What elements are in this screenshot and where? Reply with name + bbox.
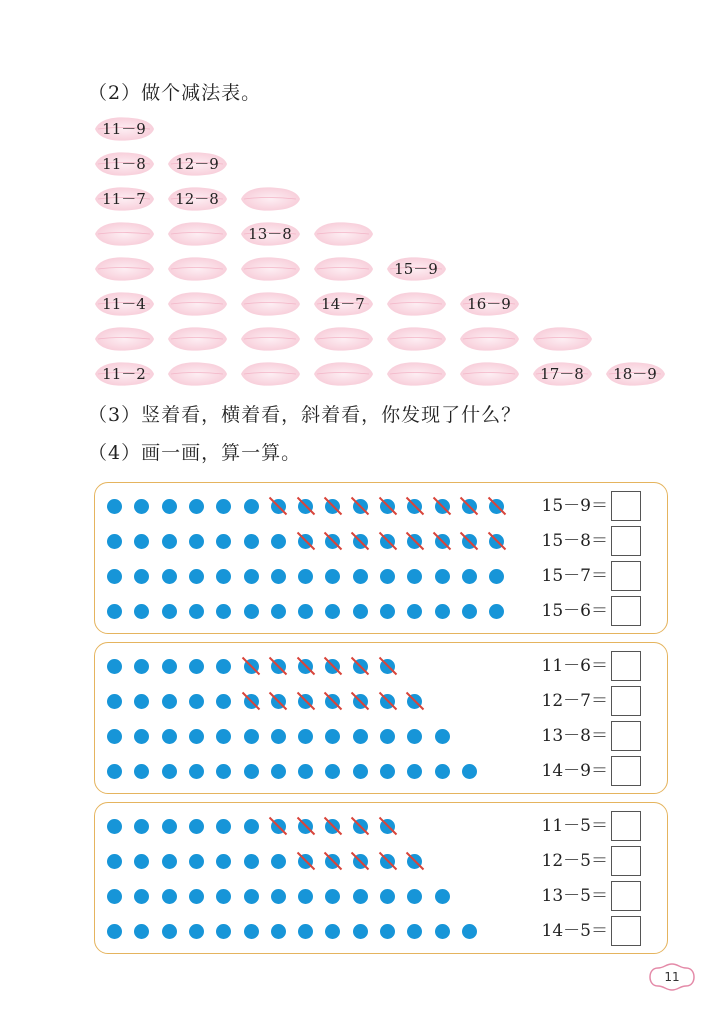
counter-dot xyxy=(271,924,286,939)
counter-dot xyxy=(189,854,204,869)
counter-dot xyxy=(189,924,204,939)
counter-dot xyxy=(489,569,504,584)
petal-cell xyxy=(238,220,302,248)
petal-cell xyxy=(311,360,375,388)
counter-dot xyxy=(244,534,259,549)
counter-dot xyxy=(380,729,395,744)
equation-text: 14－9＝ xyxy=(541,761,608,781)
petal-cell xyxy=(238,255,302,283)
petal-cell xyxy=(165,150,229,178)
equation-text: 15－9＝ xyxy=(541,496,608,516)
counter-dot xyxy=(298,764,313,779)
counter-dot xyxy=(298,729,313,744)
counter-dot xyxy=(134,604,149,619)
equation-text: 15－6＝ xyxy=(541,601,608,621)
counter-dot xyxy=(271,569,286,584)
counter-dot xyxy=(216,569,231,584)
answer-box[interactable] xyxy=(611,916,641,946)
petal-label: 11－4 xyxy=(102,295,146,313)
counter-dot xyxy=(162,764,177,779)
counter-dot xyxy=(244,819,259,834)
answer-box[interactable] xyxy=(611,686,641,716)
counter-dot xyxy=(244,764,259,779)
counter-dot xyxy=(162,854,177,869)
counter-dot xyxy=(407,764,422,779)
counter-dot xyxy=(189,569,204,584)
counter-dot xyxy=(216,764,231,779)
petal-icon xyxy=(384,360,448,388)
equation-text: 15－7＝ xyxy=(541,566,608,586)
counter-dot xyxy=(134,729,149,744)
counter-dot xyxy=(189,499,204,514)
petal-cell xyxy=(165,325,229,353)
petal-cell xyxy=(311,255,375,283)
petal-cell xyxy=(457,325,521,353)
petal-cell xyxy=(530,360,594,388)
counter-dot xyxy=(244,729,259,744)
counter-dot xyxy=(380,569,395,584)
petal-cell xyxy=(92,255,156,283)
equation-text: 12－5＝ xyxy=(541,851,608,871)
counter-dot xyxy=(134,659,149,674)
petal-label: 17－8 xyxy=(540,365,584,383)
petal-icon xyxy=(92,255,156,283)
counter-dot xyxy=(244,569,259,584)
answer-box[interactable] xyxy=(611,756,641,786)
petal-cell xyxy=(92,290,156,318)
petal-icon xyxy=(238,325,302,353)
counter-dot xyxy=(407,889,422,904)
counter-dot xyxy=(271,534,286,549)
petal-cell xyxy=(92,325,156,353)
counter-dot xyxy=(407,729,422,744)
petal-label: 15－9 xyxy=(394,260,438,278)
counter-dot xyxy=(189,889,204,904)
petal-icon xyxy=(311,255,375,283)
counter-dot xyxy=(325,889,340,904)
counter-dot xyxy=(462,924,477,939)
counter-dot xyxy=(353,569,368,584)
counter-dot xyxy=(271,729,286,744)
counter-dot xyxy=(435,889,450,904)
counter-dot xyxy=(216,534,231,549)
counter-dot xyxy=(462,604,477,619)
petal-icon xyxy=(165,255,229,283)
counter-dot xyxy=(380,764,395,779)
petal-icon xyxy=(238,360,302,388)
petal-cell xyxy=(165,360,229,388)
petal-label: 11－9 xyxy=(102,120,146,138)
counter-dot xyxy=(107,764,122,779)
counter-dot xyxy=(380,889,395,904)
counter-dot xyxy=(107,819,122,834)
petal-cell xyxy=(92,220,156,248)
petal-cell xyxy=(384,325,448,353)
counter-dot xyxy=(216,729,231,744)
equation-text: 13－8＝ xyxy=(541,726,608,746)
petal-icon xyxy=(457,360,521,388)
counter-dot xyxy=(353,924,368,939)
counter-dot xyxy=(216,854,231,869)
counter-dot xyxy=(325,604,340,619)
counter-dot xyxy=(189,534,204,549)
counter-dot xyxy=(435,604,450,619)
counter-dot xyxy=(107,569,122,584)
counter-dot xyxy=(216,499,231,514)
counter-dot xyxy=(134,569,149,584)
page-number: 11 xyxy=(664,970,680,984)
petal-cell xyxy=(311,325,375,353)
counter-dot xyxy=(216,694,231,709)
petal-cell xyxy=(165,185,229,213)
counter-dot xyxy=(353,764,368,779)
counter-dot xyxy=(244,854,259,869)
counter-dot xyxy=(325,729,340,744)
petal-cell xyxy=(603,360,667,388)
counter-dot xyxy=(162,569,177,584)
petal-cell xyxy=(92,185,156,213)
petal-cell xyxy=(165,290,229,318)
petal-cell xyxy=(457,360,521,388)
petal-icon xyxy=(165,360,229,388)
petal-label: 12－8 xyxy=(175,190,219,208)
counter-dot xyxy=(189,659,204,674)
counter-dot xyxy=(407,924,422,939)
petal-cell xyxy=(92,115,156,143)
counter-dot xyxy=(271,604,286,619)
counter-dot xyxy=(189,819,204,834)
answer-box[interactable] xyxy=(611,721,641,751)
equation-text: 11－5＝ xyxy=(541,816,608,836)
counter-dot xyxy=(134,499,149,514)
counter-dot xyxy=(325,569,340,584)
counter-dot xyxy=(189,604,204,619)
counter-dot xyxy=(353,729,368,744)
counter-dot xyxy=(107,729,122,744)
petal-label: 13－8 xyxy=(248,225,292,243)
part4-heading: （4）画一画，算一算。 xyxy=(88,442,302,464)
counter-dot xyxy=(271,764,286,779)
counter-dot xyxy=(298,889,313,904)
counter-dot xyxy=(162,659,177,674)
counter-dot xyxy=(462,569,477,584)
counter-dot xyxy=(216,924,231,939)
equation-text: 12－7＝ xyxy=(541,691,608,711)
counter-dot xyxy=(298,569,313,584)
petal-icon xyxy=(530,325,594,353)
counter-dot xyxy=(134,764,149,779)
counter-dot xyxy=(107,659,122,674)
part2-heading: （2）做个减法表。 xyxy=(88,82,262,104)
petal-cell xyxy=(384,290,448,318)
counter-dot xyxy=(134,534,149,549)
answer-box[interactable] xyxy=(611,651,641,681)
counter-dot xyxy=(353,604,368,619)
petal-cell xyxy=(238,325,302,353)
part3-heading: （3）竖着看，横着看，斜着看，你发现了什么？ xyxy=(88,404,522,426)
counter-dot xyxy=(216,819,231,834)
petal-label: 18－9 xyxy=(613,365,657,383)
petal-icon xyxy=(238,290,302,318)
petal-icon xyxy=(92,325,156,353)
petal-label: 11－8 xyxy=(102,155,146,173)
petal-icon xyxy=(311,360,375,388)
counter-dot xyxy=(298,604,313,619)
counter-dot xyxy=(462,764,477,779)
counter-dot xyxy=(134,819,149,834)
petal-cell xyxy=(92,150,156,178)
counter-dot xyxy=(435,729,450,744)
counter-dot xyxy=(380,604,395,619)
counter-dot xyxy=(244,604,259,619)
counter-dot xyxy=(244,924,259,939)
counter-dot xyxy=(244,889,259,904)
answer-box[interactable] xyxy=(611,881,641,911)
counter-dot xyxy=(189,729,204,744)
answer-box[interactable] xyxy=(611,811,641,841)
petal-cell xyxy=(165,220,229,248)
answer-box[interactable] xyxy=(611,526,641,556)
counter-dot xyxy=(353,889,368,904)
counter-dot xyxy=(216,604,231,619)
counter-dot xyxy=(162,924,177,939)
equation-text: 13－5＝ xyxy=(541,886,608,906)
petal-label: 16－9 xyxy=(467,295,511,313)
petal-cell xyxy=(311,220,375,248)
counter-dot xyxy=(189,694,204,709)
petal-label: 12－9 xyxy=(175,155,219,173)
counter-dot xyxy=(216,889,231,904)
counter-dot xyxy=(489,604,504,619)
counter-dot xyxy=(162,694,177,709)
petal-label: 14－7 xyxy=(321,295,365,313)
petal-label: 11－7 xyxy=(102,190,146,208)
counter-dot xyxy=(435,764,450,779)
counter-dot xyxy=(325,764,340,779)
counter-dot xyxy=(134,889,149,904)
petal-cell xyxy=(92,360,156,388)
petal-label: 11－2 xyxy=(102,365,146,383)
petal-icon xyxy=(384,290,448,318)
petal-icon xyxy=(92,220,156,248)
page-number-badge xyxy=(648,962,696,992)
counter-dot xyxy=(435,924,450,939)
answer-box[interactable] xyxy=(611,596,641,626)
counter-dot xyxy=(435,569,450,584)
petal-icon xyxy=(165,325,229,353)
petal-icon xyxy=(238,185,302,213)
answer-box[interactable] xyxy=(611,846,641,876)
petal-icon xyxy=(384,325,448,353)
counter-dot xyxy=(162,729,177,744)
counter-dot xyxy=(107,694,122,709)
petal-cell xyxy=(530,325,594,353)
counter-dot xyxy=(162,819,177,834)
petal-icon xyxy=(238,255,302,283)
counter-dot xyxy=(325,924,340,939)
counter-dot xyxy=(271,889,286,904)
petal-cell xyxy=(384,360,448,388)
counter-dot xyxy=(298,924,313,939)
counter-dot xyxy=(162,534,177,549)
petal-icon xyxy=(165,290,229,318)
petal-icon xyxy=(165,220,229,248)
counter-dot xyxy=(134,854,149,869)
counter-dot xyxy=(380,924,395,939)
counter-dot xyxy=(134,924,149,939)
counter-dot xyxy=(189,764,204,779)
counter-dot xyxy=(271,854,286,869)
petal-cell xyxy=(165,255,229,283)
counter-dot xyxy=(107,854,122,869)
counter-dot xyxy=(162,604,177,619)
equation-text: 15－8＝ xyxy=(541,531,608,551)
petal-cell xyxy=(238,290,302,318)
petal-icon xyxy=(311,325,375,353)
petal-cell xyxy=(311,290,375,318)
counter-dot xyxy=(162,499,177,514)
counter-dot xyxy=(107,499,122,514)
petal-cell xyxy=(238,185,302,213)
counter-dot xyxy=(244,499,259,514)
answer-box[interactable] xyxy=(611,491,641,521)
counter-dot xyxy=(216,659,231,674)
counter-dot xyxy=(162,889,177,904)
petal-cell xyxy=(457,290,521,318)
counter-dot xyxy=(107,889,122,904)
petal-cell xyxy=(238,360,302,388)
answer-box[interactable] xyxy=(611,561,641,591)
counter-dot xyxy=(107,604,122,619)
counter-dot xyxy=(107,534,122,549)
counter-dot xyxy=(107,924,122,939)
counter-dot xyxy=(407,569,422,584)
petal-cell xyxy=(384,255,448,283)
equation-text: 14－5＝ xyxy=(541,921,608,941)
counter-dot xyxy=(407,604,422,619)
petal-icon xyxy=(457,325,521,353)
petal-icon xyxy=(311,220,375,248)
counter-dot xyxy=(134,694,149,709)
equation-text: 11－6＝ xyxy=(541,656,608,676)
